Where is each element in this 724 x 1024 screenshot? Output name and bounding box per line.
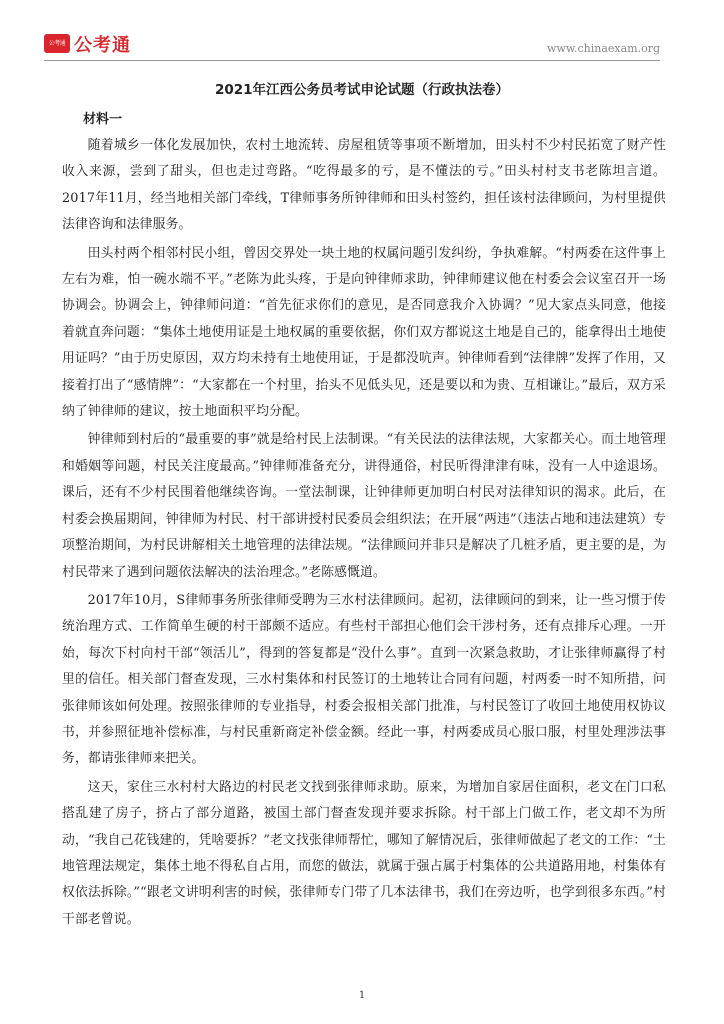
paragraph-4: 2017年10月，S律师事务所张律师受聘为三水村法律顾问。起初，法律顾问的到来，让一些习惯于传统治理方式、工作简单生硬的村干部颇不适应。有些村干部担心他们会干涉村务，还有点排斥心理。一开始，每次下村向村干部“领活儿”，得到的答复都是“没什么事”。直到一次紧急救助，才让张律师赢得了村里的信任。相关部门督查发现，三水村集体和村民签订的土地转让合同有问题，村两委一时不知所措，问张律师该如何处理。按照张律师的专业指导，村委会报相关部门批准，与村民签订了收回土地使用权协议书，并参照征地补偿标准，与村民重新商定补偿金额。经此一事，村两委成员心服口服，村里处理涉法事务，都请张律师来把关。 <box>62 592 666 767</box>
header-divider <box>44 60 660 61</box>
paragraph-5: 这天，家住三水村村大路边的村民老文找到张律师求助。原来，为增加自家居住面积，老文在门口私搭乱建了房子，挤占了部分道路，被国土部门督查发现并要求拆除。村干部上门做工作，老文却不为所动，“我自己花钱建的，凭啥要拆？”老文找张律师帮忙，哪知了解情况后，张律师做起了老文的工作：“土地管理法规定，集体土地不得私自占用，而您的做法，就属于强占属于村集体的公共道路用地，村集体有权依法拆除。”“跟老文讲明利害的时候，张律师专门带了几本法律书，我们在旁边听，也学到很多东西。”村干部老曾说。 <box>62 779 666 927</box>
logo-badge: 公考通 <box>44 34 70 53</box>
page-number: 1 <box>358 990 366 1001</box>
site-url: www.chinaexam.org <box>547 42 660 55</box>
paragraph-2: 田头村两个相邻村民小组，曾因交界处一块土地的权属问题引发纠纷，争执难解。“村两委在这件事上左右为难，怕一碗水端不平。”老陈为此头疼，于是向钟律师求助，钟律师建议他在村委会会议室召开一场协调会。协调会上，钟律师问道：“首先征求你们的意见，是否同意我介入协调？”见大家点头同意，他接着就直奔问题：“集体土地使用证是土地权属的重要依据，你们双方都说这土地是自己的，能拿得出土地使用证吗？”由于历史原因，双方均未持有土地使用证，于是都没吭声。钟律师看到“法律牌”发挥了作用，又接着打出了“感情牌”：“大家都在一个村里，抬头不见低头见，还是要以和为贵、互相谦让。”最后，双方采纳了钟律师的建议，按土地面积平均分配。 <box>62 245 666 420</box>
section-heading: 材料一 <box>83 112 123 127</box>
paragraph-3: 钟律师到村后的“最重要的事”就是给村民上法制课。“有关民法的法律法规，大家都关心。而土地管理和婚姻等问题，村民关注度最高。”钟律师准备充分，讲得通俗，村民听得津津有味，没有一人中途退场。课后，还有不少村民围着他继续咨询。一堂法制课，让钟律师更加明白村民对法律知识的渴求。此后，在村委会换届期间，钟律师为村民、村干部讲授村民委员会组织法；在开展“两违”（违法占地和违法建筑）专项整治期间，为村民讲解相关土地管理的法律法规。“法律顾问并非只是解决了几桩矛盾，更主要的是，为村民带来了遇到问题依法解决的法治理念。”老陈感慨道。 <box>62 432 666 580</box>
page-header <box>0 0 724 62</box>
document-body <box>62 133 666 935</box>
paragraph-1: 随着城乡一体化发展加快，农村土地流转、房屋租赁等事项不断增加，田头村不少村民拓宽了财产性收入来源，尝到了甜头，但也走过弯路。“吃得最多的亏，是不懂法的亏。”田头村村支书老陈坦言道。2017年11月，经当地相关部门牵线，T律师事务所钟律师和田头村签约，担任该村法律顾问，为村里提供法律咨询和法律服务。 <box>62 138 666 233</box>
logo-text: 公考通 <box>74 35 131 56</box>
document-title: 2021年江西公务员考试申论试题（行政执法卷） <box>214 82 510 98</box>
